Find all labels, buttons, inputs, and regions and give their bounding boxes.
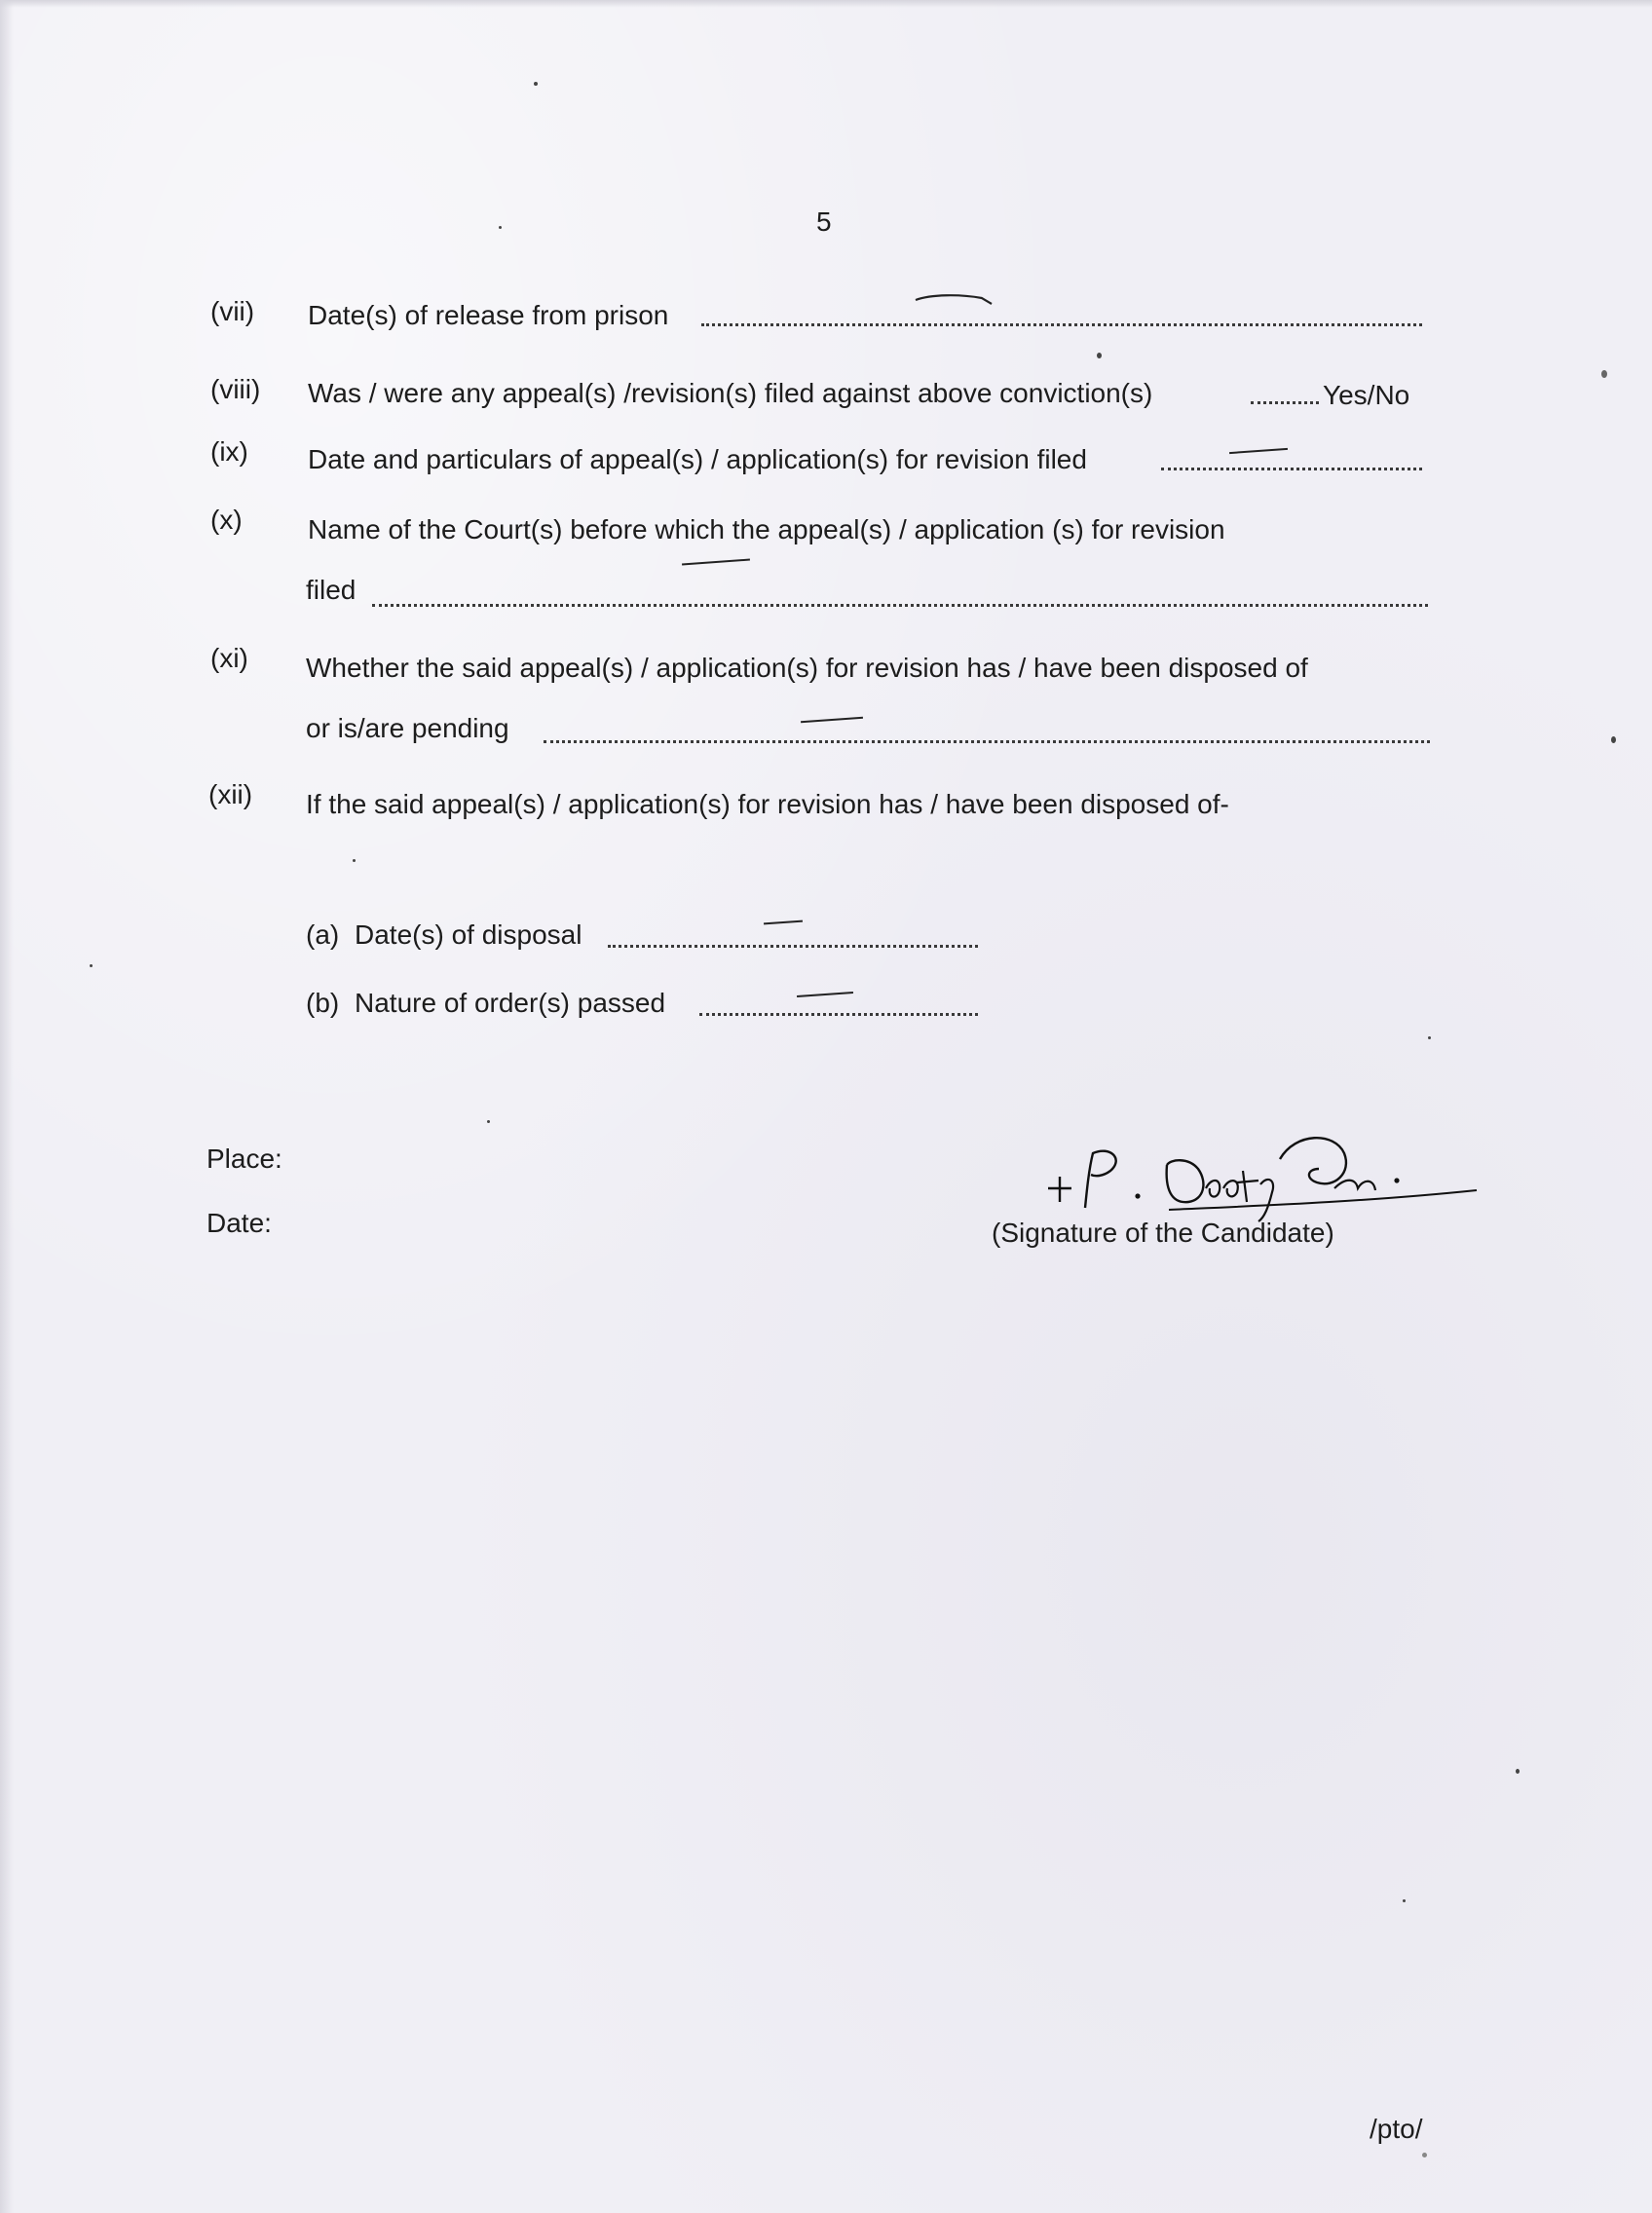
scan-speck <box>1097 353 1102 358</box>
subitem-label-b: (b) <box>306 988 340 1018</box>
leader-dots-vii <box>701 323 1422 326</box>
scan-speck <box>499 226 502 229</box>
handwritten-dash-xi <box>801 717 863 723</box>
item-text-xi-line2: or is/are pending <box>306 713 509 743</box>
item-answer-viii: Yes/No <box>1323 380 1410 410</box>
scan-speck <box>1611 736 1616 743</box>
item-number-x: (x) <box>210 505 243 535</box>
leader-dots-x <box>372 604 1428 607</box>
item-text-x: Name of the Court(s) before which the appeal(s) / application (s) for revision <box>308 514 1225 544</box>
scan-speck <box>487 1120 490 1123</box>
place-label: Place: <box>206 1144 282 1174</box>
scan-speck <box>1601 370 1607 378</box>
handwritten-dash-x <box>682 559 750 566</box>
handwritten-dash-b <box>797 992 853 997</box>
item-number-ix: (ix) <box>210 436 248 467</box>
item-text-ix: Date and particulars of appeal(s) / application(s) for revision filed <box>308 444 1087 474</box>
scan-speck <box>353 859 356 862</box>
handwritten-dash-a <box>764 920 803 925</box>
leader-dots-viii <box>1251 401 1319 404</box>
signature-caption: (Signature of the Candidate) <box>992 1218 1334 1248</box>
handwritten-mark-vii <box>912 288 995 308</box>
item-text-xi: Whether the said appeal(s) / application(s) for revision has / have been disposed of <box>306 653 1308 683</box>
subitem-text-b: Nature of order(s) passed <box>355 988 666 1018</box>
item-number-xii: (xii) <box>208 779 253 809</box>
leader-dots-b <box>699 1013 978 1016</box>
date-label: Date: <box>206 1208 272 1238</box>
leader-dots-ix <box>1161 468 1422 470</box>
item-text-xii: If the said appeal(s) / application(s) for revision has / have been disposed of- <box>306 789 1229 819</box>
item-number-xi: (xi) <box>210 643 248 673</box>
scan-speck <box>1403 1899 1406 1902</box>
candidate-signature <box>1042 1120 1481 1227</box>
subitem-text-a: Date(s) of disposal <box>355 919 582 950</box>
handwritten-dash-ix <box>1229 448 1288 454</box>
item-number-viii: (viii) <box>210 374 261 404</box>
scan-speck <box>90 964 93 967</box>
scan-speck <box>1516 1769 1520 1774</box>
page-number: 5 <box>816 206 832 237</box>
item-text-viii: Was / were any appeal(s) /revision(s) filed against above conviction(s) <box>308 378 1153 408</box>
leader-dots-xi <box>544 740 1430 743</box>
item-text-vii: Date(s) of release from prison <box>308 300 669 330</box>
scan-speck <box>534 82 538 86</box>
page-edge-shadow <box>0 0 14 2213</box>
subitem-label-a: (a) <box>306 919 340 950</box>
scan-speck <box>1428 1036 1431 1039</box>
scan-speck <box>1422 2153 1427 2157</box>
page-footer-pto: /pto/ <box>1370 2114 1423 2144</box>
page-top-shadow <box>0 0 1652 8</box>
leader-dots-a <box>608 945 978 948</box>
item-text-x-line2: filed <box>306 575 357 605</box>
item-number-vii: (vii) <box>210 296 255 326</box>
